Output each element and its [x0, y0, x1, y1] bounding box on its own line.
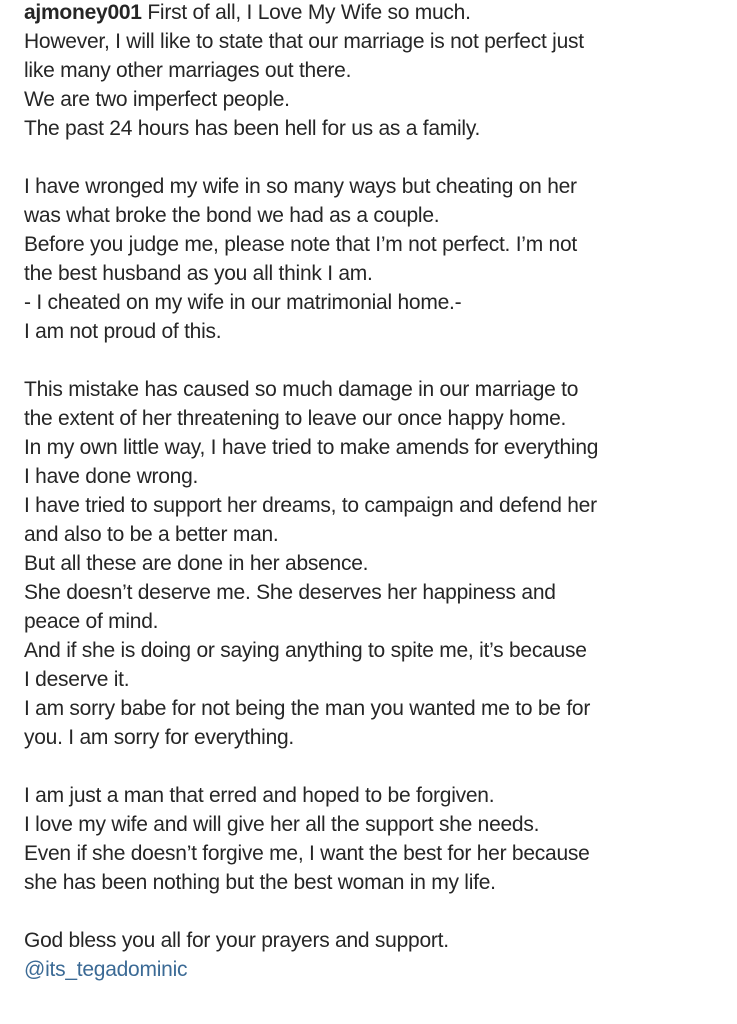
caption-line: I have tried to support her dreams, to campaign and defend her: [24, 494, 597, 517]
caption-line: - I cheated on my wife in our matrimonial home.-: [24, 291, 462, 314]
caption-line: I have done wrong.: [24, 465, 199, 488]
caption-line: and also to be a better man.: [24, 523, 279, 546]
caption-line: However, I will like to state that our marriage is not perfect just: [24, 30, 584, 53]
paragraph-break: [24, 752, 598, 781]
caption-line: Even if she doesn’t forgive me, I want the best for her because: [24, 842, 590, 865]
paragraph-break: [24, 346, 598, 375]
caption-line: The past 24 hours has been hell for us as a family.: [24, 117, 481, 140]
caption-text: First of all, I Love My Wife so much.: [147, 1, 471, 24]
caption-line: She doesn’t deserve me. She deserves her happiness and: [24, 581, 556, 604]
paragraph-break: [24, 143, 598, 172]
caption-line: Before you judge me, please note that I’m not perfect. I’m not: [24, 233, 577, 256]
caption-line: you. I am sorry for everything.: [24, 726, 295, 749]
caption-line: I love my wife and will give her all the support she needs.: [24, 813, 540, 836]
caption-line: This mistake has caused so much damage in our marriage to: [24, 378, 579, 401]
caption-line: We are two imperfect people.: [24, 88, 290, 111]
caption-line: was what broke the bond we had as a couple.: [24, 204, 440, 227]
caption-line: God bless you all for your prayers and support.: [24, 929, 449, 952]
mention-link[interactable]: @its_tegadominic: [24, 958, 188, 981]
caption-first-line: [24, 0, 598, 27]
paragraph-break: [24, 897, 598, 926]
caption-line: I am just a man that erred and hoped to be forgiven.: [24, 784, 495, 807]
caption-line: like many other marriages out there.: [24, 59, 352, 82]
caption-line: But all these are done in her absence.: [24, 552, 369, 575]
caption-body: [24, 27, 598, 955]
caption-line: the best husband as you all think I am.: [24, 262, 373, 285]
caption-line: I have wronged my wife in so many ways but cheating on her: [24, 175, 577, 198]
caption-line: I am not proud of this.: [24, 320, 222, 343]
caption-line: In my own little way, I have tried to make amends for everything: [24, 436, 599, 459]
post-caption: [24, 0, 598, 984]
caption-line: the extent of her threatening to leave our once happy home.: [24, 407, 567, 430]
username-link[interactable]: ajmoney001: [24, 1, 142, 24]
caption-line: And if she is doing or saying anything to spite me, it’s because: [24, 639, 587, 662]
caption-line: peace of mind.: [24, 610, 159, 633]
mention-line: [24, 955, 598, 984]
caption-line: I am sorry babe for not being the man you wanted me to be for: [24, 697, 591, 720]
caption-line: I deserve it.: [24, 668, 130, 691]
caption-line: she has been nothing but the best woman in my life.: [24, 871, 496, 894]
